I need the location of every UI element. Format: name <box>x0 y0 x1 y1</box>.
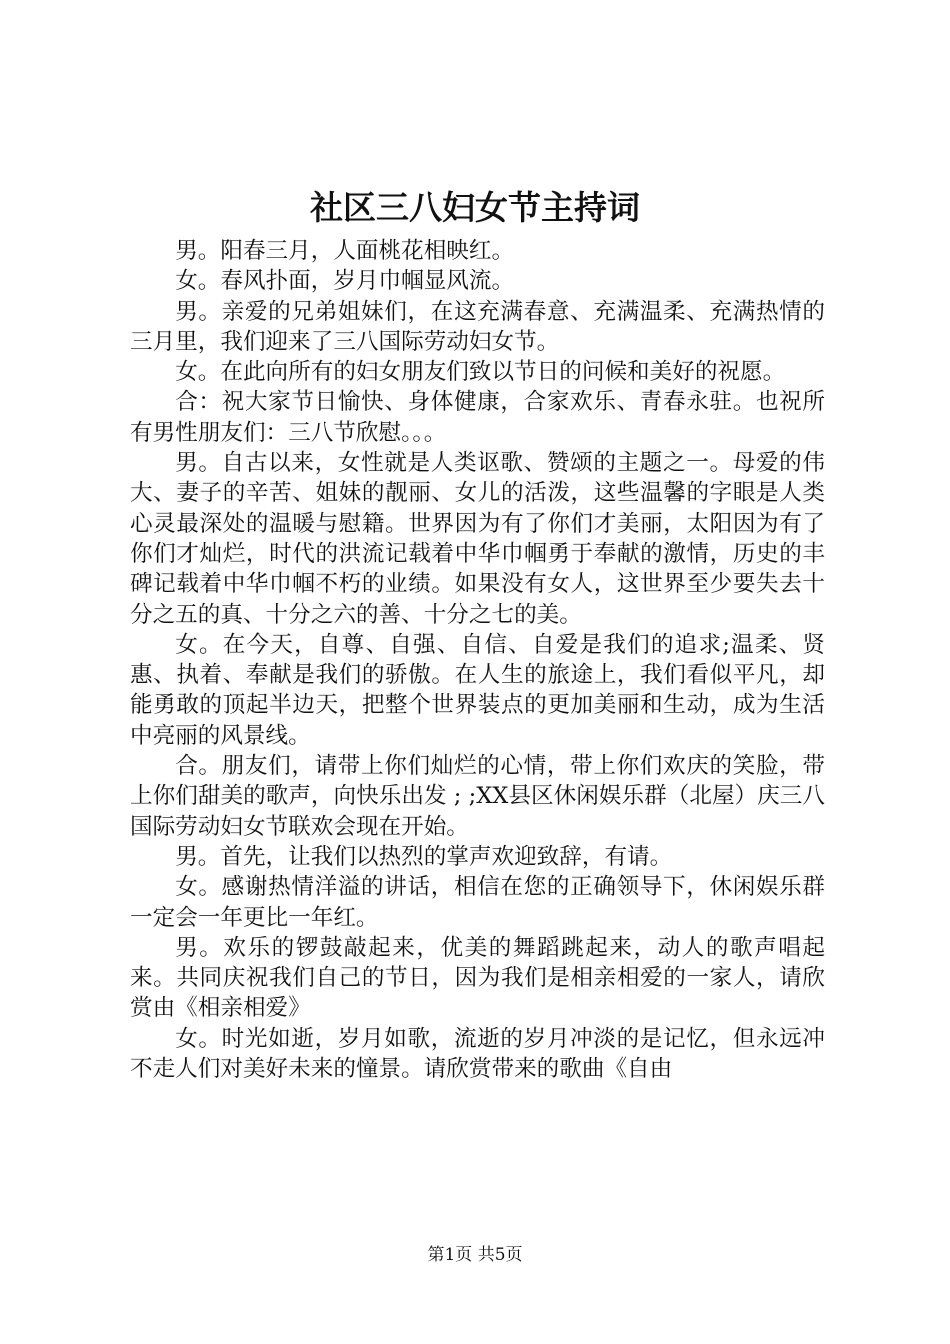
paragraph: 合。朋友们，请带上你们灿烂的心情，带上你们欢庆的笑脸，带上你们甜美的歌声，向快乐出发 ; ;XX县区休闲娱乐群（北屋）庆三八国际劳动妇女节联欢会现在开始。 <box>130 753 825 840</box>
paragraph: 男。自古以来，女性就是人类讴歌、赞颂的主题之一。母爱的伟大、妻子的辛苦、姐妹的靓丽、女儿的活泼，这些温馨的字眼是人类心灵最深处的温暖与慰籍。世界因为有了你们才美丽，太阳因为有了你们才灿烂，时代的洪流记载着中华巾帼勇于奉献的激情，历史的丰碑记载着中华巾帼不朽的业绩。如果没有女人，这世界至少要失去十分之五的真、十分之六的善、十分之七的美。 <box>130 450 825 628</box>
document-body <box>130 236 825 1084</box>
paragraph: 女。在此向所有的妇女朋友们致以节日的问候和美好的祝愿。 <box>175 359 786 386</box>
paragraph: 合：祝大家节日愉快、身体健康，合家欢乐、青春永驻。也祝所有男性朋友们：三八节欣慰。。。 <box>130 389 825 446</box>
paragraph: 女。在今天，自尊、自强、自信、自爱是我们的追求;温柔、贤惠、执着、奉献是我们的骄傲。在人生的旅途上，我们看似平凡，却能勇敢的顶起半边天，把整个世界装点的更加美丽和生动，成为生活中亮丽的风景线。 <box>130 631 825 749</box>
paragraph: 女。春风扑面，岁月巾帼显风流。 <box>175 268 515 295</box>
paragraph: 男。首先，让我们以热烈的掌声欢迎致辞，有请。 <box>175 843 673 870</box>
paragraph: 男。欢乐的锣鼓敲起来，优美的舞蹈跳起来，动人的歌声唱起来。共同庆祝我们自己的节日，因为我们是相亲相爱的一家人，请欣赏由《相亲相爱》 <box>130 934 825 1022</box>
page-number-footer: 第1页 共5页 <box>427 1245 523 1265</box>
paragraph: 女。时光如逝，岁月如歌，流逝的岁月冲淡的是记忆，但永远冲不走人们对美好未来的憧景。请欣赏带来的歌曲《自由 <box>130 1025 825 1083</box>
document-title: 社区三八妇女节主持词 <box>310 188 640 227</box>
paragraph: 男。亲爱的兄弟姐妹们，在这充满春意、充满温柔、充满热情的三月里，我们迎来了三八国际劳动妇女节。 <box>130 298 825 355</box>
paragraph: 女。感谢热情洋溢的讲话，相信在您的正确领导下，休闲娱乐群一定会一年更比一年红。 <box>130 874 825 931</box>
paragraph: 男。阳春三月，人面桃花相映红。 <box>175 238 515 264</box>
